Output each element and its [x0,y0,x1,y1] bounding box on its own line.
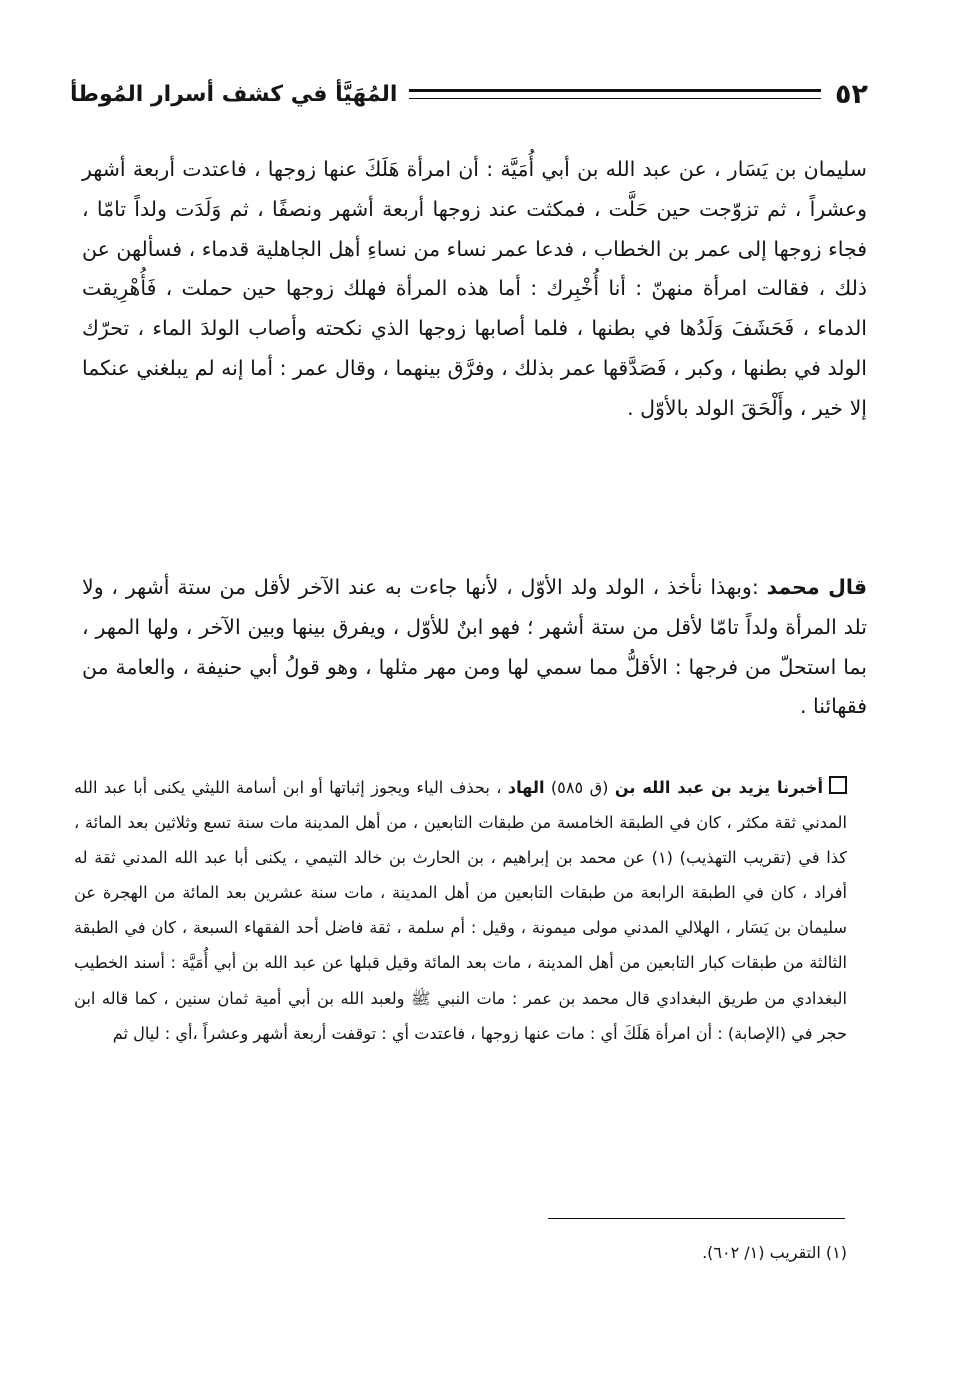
header-rule [409,89,821,99]
narrator-death-year: (ق ٥٨٥) [544,778,615,797]
page-number: ٥٢ [835,78,868,110]
footnote-1: (١) التقريب (١/ ٦٠٢). [702,1243,847,1262]
speaker-label: قال محمد [766,575,867,599]
narrator-name: أخبرنا يزيد بن عبد الله بن [614,778,824,797]
book-title: المُهَيَّأ في كشف أسرار المُوطأ [70,81,398,107]
square-marker-icon [829,776,847,794]
footnote-divider [548,1218,845,1219]
main-paragraph-1: سليمان بن يَسَار ، عن عبد الله بن أبي أُمَيَّة : أن امرأة هَلَكَ عنها زوجها ، فاعتدت أربعة أشهر وعشراً ، ثم تزوّجت حين حَلَّت ، فمكثت عند زوجها أربعة أشهر ونصفًا ، ثم وَلَدَت ولداً تامّا ، فجاء زوجها إلى عمر بن الخطاب ، فدعا عمر نساء من نساءِ أهل الجاهلية قدماء ، فسألهن عن ذلك ، فقالت امرأة منهنّ : أنا أُخْبِرك : أما هذه المرأة فهلك زوجها حين حملت ، فَأُهْرِيقت الدماء ، فَحَشَفَ وَلَدُها في بطنها ، فلما أصابها زوجها الذي نكحته وأصاب الولدَ الماء ، تحرّك الولد في بطنها ، وكبر ، فَصَدَّقها عمر بذلك ، وفرَّق بينهما ، وقال عمر : أما إنه لم يبلغني عنكما إلا خير ، وأَلْحَقَ الولد بالأوّل . [82,157,867,420]
main-paragraph-2 [82,568,867,727]
running-header [70,72,868,116]
narrator-name-suffix: الهاد [507,778,545,797]
commentary-body: ، بحذف الياء ويجوز إثباتها أو ابن أسامة الليثي يكنى أبا عبد الله المدني ثقة مكثر ، كان في الطبقة الخامسة من طبقات التابعين ، من أهل المدينة مات سنة تسع وثلاثين بعد المائة ، كذا في (تقريب التهذيب) (١) عن محمد بن إبراهيم ، بن الحارث بن خالد التيمي ، يكنى أبا عبد الله المدني ثقة له أفراد ، كان في الطبقة الرابعة من طبقات التابعين من أهل المدينة ، مات سنة عشرين بعد المائة من الهجرة عن سليمان بن يَسَار ، الهلالي المدني مولى ميمونة ، وقيل : أم سلمة ، ثقة فاضل أحد الفقهاء السبعة ، كان في الطبقة الثالثة من طبقات كبار التابعين من أهل المدينة ، مات بعد المائة وقيل قبلها عن عبد الله بن أبي أُمَيَّة : أسند الخطيب البغدادي من طريق البغدادي قال محمد بن عمر : مات النبي ﷺ ولعبد الله بن أبي أمية ثمان سنين ، كما قاله ابن حجر في (الإصابة) : أن امرأة هَلَكَ أي : مات عنها زوجها ، فاعتدت أي : توقفت أربعة أشهر وعشراً ،أي : ليال ثم [74,778,847,1043]
commentary-note [74,770,847,1051]
main-paragraph-2-body: :وبهذا نأخذ ، الولد ولد الأوّل ، لأنها جاءت به عند الآخر لأقل من ستة أشهر ، ولا تلد المرأة ولداً تامّا لأقل من ستة أشهر ؛ فهو ابنٌ للأوّل ، ويفرق بينها وبين الآخر ، ولها المهر ، بما استحلّ من فرجها : الأقلُّ مما سمي لها ومن مهر مثلها ، وهو قولُ أبي حنيفة ، والعامة من فقهائنا . [82,575,867,719]
